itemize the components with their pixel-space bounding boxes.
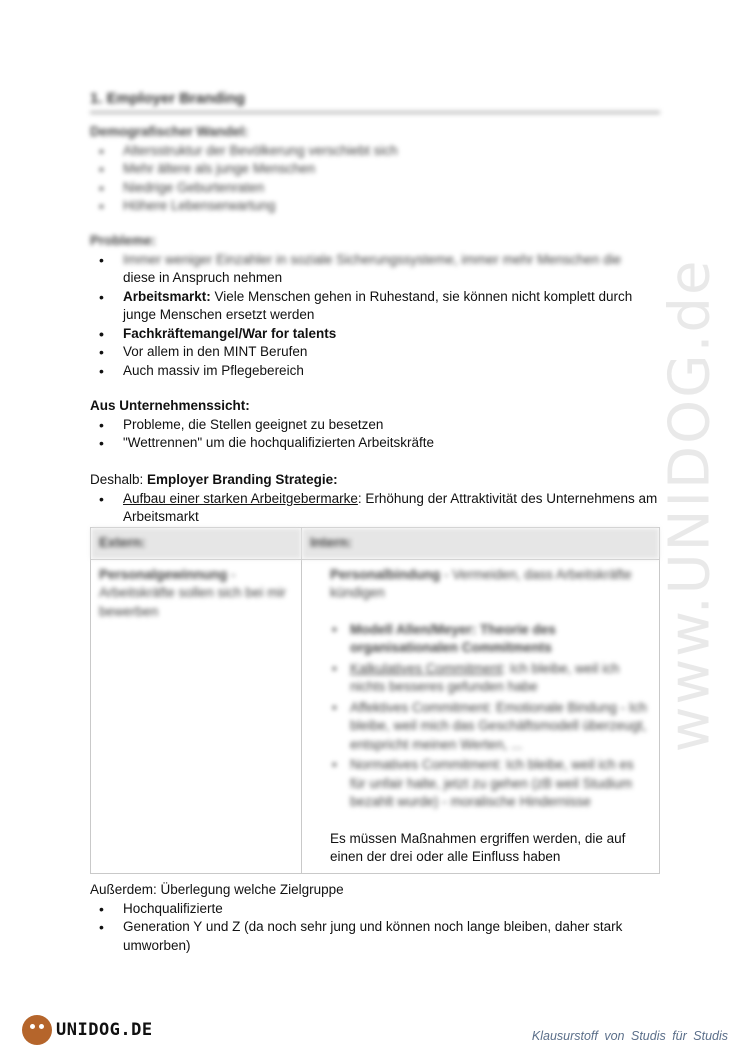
unternehmen-section xyxy=(90,397,660,453)
probleme-list xyxy=(90,251,660,381)
strategie-section xyxy=(90,471,660,527)
conclusion-text: Es müssen Maßnahmen ergriffen werden, die auf einen der drei oder alle Einfluss haben xyxy=(330,830,626,864)
table-header-intern: Intern: xyxy=(302,528,660,560)
zielgruppe-title: Außerdem: Überlegung welche Zielgruppe xyxy=(90,882,344,897)
list-item: • Normatives Commitment: Ich bleibe, weil ich es für unfair halte, jetzt zu gehen (zB weil Studium bezahlt wurde) - moralische Hindernisse xyxy=(350,756,651,812)
probleme-title: Probleme: xyxy=(90,233,157,248)
list-item xyxy=(123,251,660,288)
personalbindung-text: Personalbindung - Vermeiden, dass Arbeitskräfte kündigen xyxy=(330,566,632,600)
list-item: • Hochqualifizierte xyxy=(123,900,660,919)
section-heading: 1. Employer Branding xyxy=(90,90,660,114)
strategie-item-text: : Erhöhung der Attraktivität des Unternehmens am Arbeitsmarkt xyxy=(123,490,658,524)
list-item: • Niedrige Geburtenraten xyxy=(123,179,660,198)
demografie-title: Demografischer Wandel: xyxy=(90,124,249,139)
table-row xyxy=(91,559,660,873)
strategie-prefix: Deshalb: xyxy=(90,472,148,487)
arbeitsmarkt-text: Viele Menschen gehen in Ruhestand, sie können nicht komplett durch junge Menschen ersetzt werden xyxy=(123,288,633,322)
dog-icon xyxy=(22,1015,52,1045)
watermark: www.UNIDOG.de xyxy=(657,258,723,752)
personalgewinnung-text: Personalgewinnung - Arbeitskräfte sollen sich bei mir bewerben xyxy=(99,566,286,619)
list-item: • Generation Y und Z (da noch sehr jung und können noch lange bleiben, daher stark umworben) xyxy=(123,918,660,955)
zielgruppe-list xyxy=(90,900,660,956)
list-item: • Kalkulatives Commitment: Ich bleibe, weil ich nichts besseres gefunden habe xyxy=(350,660,651,697)
list-item: • Altersstruktur der Bevölkerung verschiebt sich xyxy=(123,142,660,161)
list-item xyxy=(123,490,660,527)
probleme-section xyxy=(90,232,660,380)
list-item xyxy=(123,288,660,325)
table-cell-intern xyxy=(302,559,660,873)
list-item: • Probleme, die Stellen geeignet zu besetzen xyxy=(123,416,660,435)
demografie-section xyxy=(90,123,660,216)
list-item: • Affektives Commitment: Emotionale Bindung - Ich bleibe, weil mich das Geschäftsmodell überzeugt, entspricht meinen Werten, ... xyxy=(350,699,651,755)
unidog-logo xyxy=(22,1010,172,1050)
list-item: • Modell Allen/Meyer: Theorie des organisationalen Commitments xyxy=(350,621,651,658)
logo-text: UNIDOG.DE xyxy=(56,1020,153,1040)
arbeitgebermarke-link: Aufbau einer starken Arbeitgebermarke xyxy=(123,490,358,506)
list-item: • "Wettrennen" um die hochqualifizierten Arbeitskräfte xyxy=(123,434,660,453)
strategie-list xyxy=(90,490,660,527)
list-item: • Mehr ältere als junge Menschen xyxy=(123,160,660,179)
footer-slogan: Klausurstoff von Studis für Studis xyxy=(531,1029,728,1043)
strategie-heading xyxy=(90,471,660,490)
list-item: • Vor allem in den MINT Berufen xyxy=(123,343,660,362)
extern-intern-table xyxy=(90,527,660,874)
unternehmen-list xyxy=(90,416,660,453)
list-item: • Höhere Lebenserwartung xyxy=(123,197,660,216)
list-item: • Auch massiv im Pflegebereich xyxy=(123,362,660,381)
probleme-item-rest: diese in Anspruch nehmen xyxy=(123,270,283,285)
unternehmen-title: Aus Unternehmenssicht: xyxy=(90,398,250,413)
table-header-extern: Extern: xyxy=(91,528,302,560)
probleme-item-blurred: • Immer weniger Einzahler in soziale Sicherungssysteme, immer mehr Menschen die xyxy=(123,251,622,267)
table-cell-extern xyxy=(91,559,302,873)
commitment-list xyxy=(330,621,651,812)
strategie-title: Employer Branding Strategie: xyxy=(147,472,338,487)
zielgruppe-section xyxy=(90,881,660,955)
demografie-list xyxy=(90,142,660,216)
list-item: • Fachkräftemangel/War for talents xyxy=(123,325,660,344)
table-header-row xyxy=(91,528,660,560)
arbeitsmarkt-label: Arbeitsmarkt: xyxy=(123,288,211,304)
